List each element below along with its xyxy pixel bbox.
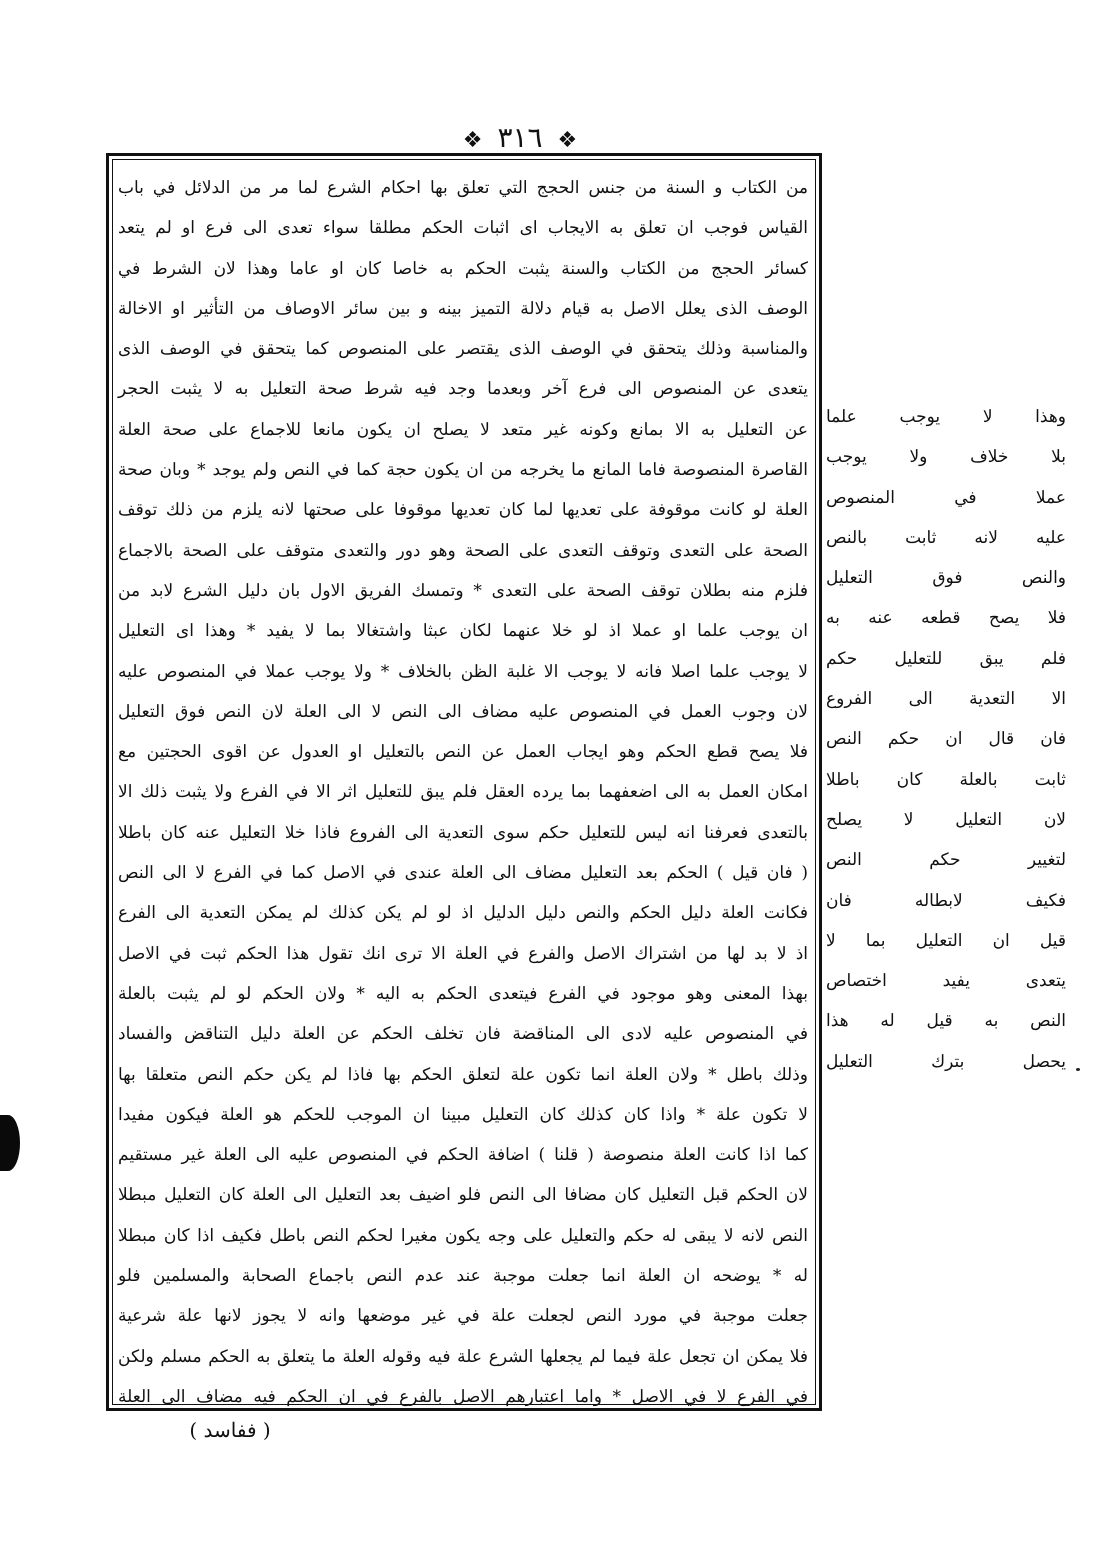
margin-line: قيل ان التعليل بما لا (826, 930, 1066, 951)
text-line: لا تكون علة * واذا كان كذلك كان التعليل مبينا ان الموجب للحكم هو العلة فيكون مفيدا (118, 1104, 808, 1125)
margin-line: فكيف لابطاله فان (826, 890, 1066, 911)
text-line: الصحة على التعدى وتوقف التعدى على الصحة وهو دور والتعدى متوقف على الصحة بالاجماع (118, 540, 808, 561)
text-line: لان الحكم قبل التعليل كان مضافا الى النص فلو اضيف بعد التعليل الى العلة كان التعليل مبطلا (118, 1185, 808, 1206)
margin-line: وهذا لا يوجب علما (826, 407, 1066, 427)
text-line: كسائر الحجج من الكتاب والسنة يثبت الحكم به خاصا كان او عاما وهذا لان الشرط في (118, 258, 808, 279)
text-line: بالتعدى فعرفنا انه ليس للتعليل حكم سوى التعدية الى الفروع فاذا خلا التعليل عنه كان باطلا (118, 822, 808, 843)
margin-line: يتعدى يفيد اختصاص (826, 971, 1066, 992)
page-number-text: ٣١٦ (497, 121, 543, 154)
ornament-left-icon: ❖ (462, 128, 483, 153)
text-line: النص لانه لا يبقى له حكم والتعليل على وجه يكون مغيرا لحكم النص باطل فكيف اذا كان مبطلا (118, 1225, 808, 1246)
text-line: الوصف الذى يعلل الاصل به قيام دلالة التميز بينه و بين سائر الاوصاف من التأثير او الاخالة (118, 298, 808, 319)
margin-line: يحصل بترك التعليل (826, 1051, 1066, 1072)
text-line: في المنصوص عليه لادى الى المناقضة فان تخلف الحكم عن العلة دليل التناقض والفساد (118, 1024, 808, 1045)
text-line: لان وجوب العمل في المنصوص عليه مضاف الى النص لا الى العلة لان النص فوق التعليل (118, 701, 808, 722)
text-line: جعلت موجبة في مورد النص لجعلت علة في غير موضعها وانه لا يجوز لانها علة شرعية (118, 1306, 808, 1327)
text-line: ( فان قيل ) الحكم بعد التعليل مضاف الى العلة عندى في الاصل كما في الفرع لا الى النص (118, 863, 808, 884)
margin-line: فان قال ان حكم النص (826, 729, 1066, 750)
text-line: عن التعليل به الا بمانع وكونه غير متعد لا يصلح ان يكون مانعا للاجماع على صحة العلة (118, 419, 808, 440)
text-line: فلا يصح قطع الحكم وهو ايجاب العمل عن النص بالتعليل او العدول عن اقوى الحجتين مع (118, 742, 808, 763)
text-line: من الكتاب و السنة من جنس الحجج التي تعلق بها احكام الشرع لما مر من الدلائل في باب (118, 178, 808, 198)
ink-blot (0, 1115, 20, 1171)
margin-line: ثابت بالعلة كان باطلا (826, 769, 1066, 790)
margin-line: عملا في المنصوص (826, 487, 1066, 508)
text-line: له * يوضحه ان العلة انما جعلت موجبة عند عدم النص باجماع الصحابة والمسلمين فلو (118, 1266, 808, 1287)
text-line: يتعدى عن المنصوص الى فرع آخر وبعدما وجد فيه شرط صحة التعليل به لا يثبت الحجر (118, 379, 808, 400)
margin-line: بلا خلاف ولا يوجب (826, 447, 1066, 468)
catchword: ( ففاسد ) (189, 1418, 271, 1442)
margin-line: الا التعدية الى الفروع (826, 689, 1066, 710)
main-text-block (118, 168, 808, 1407)
margin-line: فلم يبق للتعليل حكم (826, 648, 1066, 669)
margin-line: لتغيير حكم النص (826, 850, 1066, 871)
ornament-right-icon: ❖ (557, 128, 578, 153)
text-line: بهذا المعنى وهو موجود في الفرع فيتعدى الحكم به اليه * ولان الحكم لو لم يثبت بالعلة (118, 983, 808, 1004)
text-line: فلزم منه بطلان توقف الصحة على التعدى * وتمسك الفريق الاول بان دليل الشرع لابد من (118, 580, 808, 601)
text-line: فلا يمكن ان تجعل علة فيما لم يجعلها الشرع علة فيه وقوله العلة ما يتعلق به الحكم مسلم ولكن (118, 1346, 808, 1367)
text-line: والمناسبة وذلك يتحقق في الوصف الذى يقتصر على المنصوص كما يتحقق في الوصف الذى (118, 339, 808, 360)
margin-line: عليه لانه ثابت بالنص (826, 527, 1066, 548)
ink-speck (1076, 1068, 1080, 1071)
text-line: في الفرع لا في الاصل * واما اعتبارهم الاصل بالفرع في ان الحكم فيه مضاف الى العلة (118, 1386, 808, 1407)
text-line: العلة لو كانت موقوفة على تعديها لما كان تعديها موقوفا على صحتها لانه يلزم من ذلك توقف (118, 500, 808, 521)
text-line: ان يوجب علما او عملا اذ لو خلا عنهما لكان عبثا واشتغالا بما لا يفيد * وهذا اى التعليل (118, 621, 808, 642)
text-line: اذ لا بد لها من اشتراك الاصل والفرع في العلة الا ترى انك تقول هذا الحكم ثبت في الاصل (118, 943, 808, 964)
margin-line: النص به قيل له هذا (826, 1011, 1066, 1032)
text-line: وذلك باطل * ولان العلة انما تكون علة لتعلق الحكم بها فاذا لم يكن حكم النص متعلقا بها (118, 1064, 808, 1085)
text-line: القياس فوجب ان تعلق به الايجاب اى اثبات الحكم مطلقا سواء تعدى الى فرع او لم يتعد (118, 218, 808, 239)
text-line: كما اذا كانت العلة منصوصة ( قلنا ) اضافة الحكم في المنصوص عليه الى العلة غير مستقيم (118, 1145, 808, 1166)
text-line: القاصرة المنصوصة فاما المانع ما يخرجه من ان يكون حجة كما في النص ولم يوجد * وبان صحة (118, 460, 808, 481)
margin-line: فلا يصح قطعه عنه به (826, 608, 1066, 629)
text-line: فكانت العلة دليل الحكم والنص دليل الدليل اذ لو لم يكن كذلك لم يمكن التعدية الى الفرع (118, 903, 808, 924)
text-line: امكان العمل به الى اضعفهما بما يرده العقل فلم يبق للتعليل اثر الا في الفرع ولا يثبت ذلك الا (118, 782, 808, 803)
margin-line: لان التعليل لا يصلح (826, 809, 1066, 830)
margin-commentary (826, 397, 1066, 1082)
text-line: لا يوجب علما اصلا فانه لا يوجب الا غلبة الظن بالخلاف * ولا يوجب عملا في المنصوص عليه (118, 661, 808, 682)
margin-line: والنص فوق التعليل (826, 568, 1066, 589)
